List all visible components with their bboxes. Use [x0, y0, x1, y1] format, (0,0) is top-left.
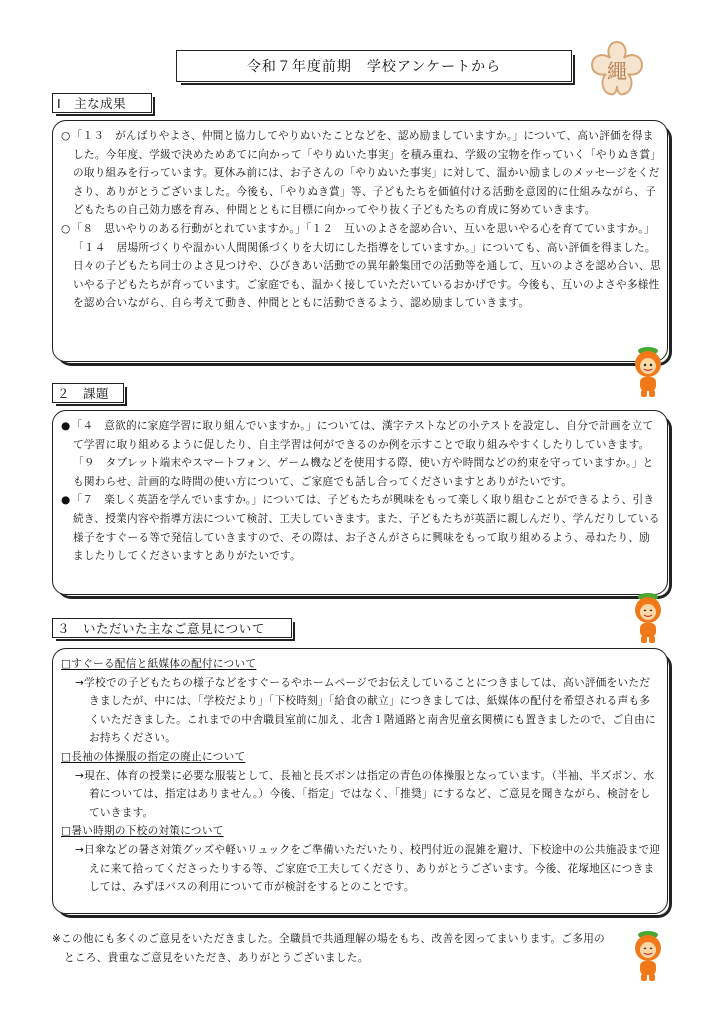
opinions-panel [52, 648, 668, 914]
opinion-body: →学校での子どもたちの様子などをすぐーるやホームページでお伝えしていることにつきましては、高い評価をいただきましたが、中には、「学校だより」「下校時刻」「給食の献立」につきましては、紙媒体の配付を希望される声も多くいただきました。これまでの中舎職員室前に加え、北舎１階通路と南舎児童玄関横にも置きましたので、ご自由にお持ちください。 [75, 676, 656, 745]
closing-text: ※この他にも多くのご意見をいただきました。全職員で共通理解の場をもち、改善を図ってまいります。ご多用のところ、貴重なご意見をいただき、ありがとうございました。 [52, 933, 606, 964]
issue-text: 「４ 意欲的に家庭学習に取り組んでいますか。」については、漢字テストなどの小テストを設定し、自分で計画を立てて学習に取り組めるように促したり、自主学習は何ができるのか例を示すことで取り組みやすくしたりしていきます。「９ タブレット端末やスマートフォン、ゲーム機などを使用する際、使い方や時間などの約束を守っていますか。」とも関わらせ、計画的な時間の使い方について、ご家庭でも話し合ってくださいますとありがたいです。 [71, 420, 654, 488]
bullet-marker: ● [61, 494, 71, 507]
page-title: 令和７年度前期 学校アンケートから [176, 50, 572, 82]
orange-mascot-icon [628, 590, 668, 646]
results-panel [52, 120, 668, 362]
result-item [61, 127, 661, 220]
closing-note [52, 930, 612, 967]
issue-item [61, 417, 661, 491]
emblem-text: 繩 [607, 59, 627, 83]
bullet-marker: ○ [61, 222, 71, 235]
issue-text: 「７ 楽しく英語を学んでいますか。」については、子どもたちが興味をもって楽しく取り組むことができるよう、引き続き、授業内容や指導方法について検討、工夫していきます。また、子どもたちが英語に親しんだり、学んだりしている様子をすぐーる等で発信していきますので、その際は、お子さんがさらに興味をもって取り組めるよう、尋ねたり、励ましたりしてくださいますとありがたいです。 [71, 494, 660, 563]
orange-mascot-icon [628, 928, 668, 984]
result-text: 「８ 思いやりのある行動がとれていますか。」「１２ 互いのよさを認め合い、互いを思いやる心を育てていますか。」「１４ 居場所づくりや温かい人間関係づくりを大切にした指導をしていますか。」についても、高い評価を得ました。日々の子どもたち同士のよさ見つけや、ひびきあい活動での異年齢集団での活動等を通して、互いのよさを認め合い、思いやる子どもたちが育っています。ご家庭でも、温かく接していただいているおかげです。今後も、互いのよさや多様性を認め合いながら、自ら考えて動き、仲間とともに活動できるよう、認め励ましていきます。 [71, 222, 661, 310]
issues-panel [52, 410, 668, 595]
opinion-title: □長袖の体操服の指定の廃止について [61, 750, 246, 763]
opinion-title: □すぐーる配信と紙媒体の配付について [61, 658, 257, 670]
bullet-marker: ○ [61, 130, 71, 142]
opinion-item [61, 822, 661, 896]
section-heading-issues: ２ 課題 [52, 383, 124, 403]
opinion-body: →日傘などの暑さ対策グッズや軽いリュックをご準備いただいたり、校門付近の混雑を避け、下校途中の公共施設まで迎えに来て拾ってくださったりする等、ご家庭で工夫してくださり、ありがとうございます。今後、花塚地区につきましては、みずほバスの利用について市が検討をするとのことです。 [75, 843, 661, 894]
opinion-item [61, 748, 661, 822]
section-heading-opinions: ３ いただいた主なご意見について [52, 618, 292, 638]
opinion-title: □暑い時期の下校の対策について [61, 825, 224, 838]
bullet-marker: ● [61, 420, 71, 432]
orange-mascot-icon [628, 344, 668, 400]
opinion-body: →現在、体育の授業に必要な服装として、長袖と長ズボンは指定の青色の体操服となっています。（半袖、半ズボン、水着については、指定はありません。）今後、「指定」ではなく、「推奨」にするなど、ご意見を聞きながら、検討をしていきます。 [75, 769, 655, 819]
result-item [61, 220, 661, 313]
section-heading-results: Ⅰ 主な成果 [52, 93, 152, 113]
opinion-item [61, 655, 661, 748]
issue-item [61, 491, 661, 565]
result-text: 「１３ がんばりやよさ、仲間と協力してやりぬいたことなどを、認め励ましていますか。」について、高い評価を得ました。今年度、学級で決めためあてに向かって「やりぬいた事実」を積み重ね、学級の宝物を作っていく「やりぬき賞」の取り組みを行っています。夏休み前には、お子さんの「やりぬいた事実」に対して、温かい励ましのメッセージをくださり、ありがとうございました。今後も、「やりぬき賞」等、子どもたちを価値付ける活動を意図的に仕組みながら、子どもたちの自己効力感を育み、仲間とともに目標に向かってやり抜く子どもたちの育成に努めていきます。 [71, 130, 660, 217]
school-emblem-icon [584, 38, 650, 104]
